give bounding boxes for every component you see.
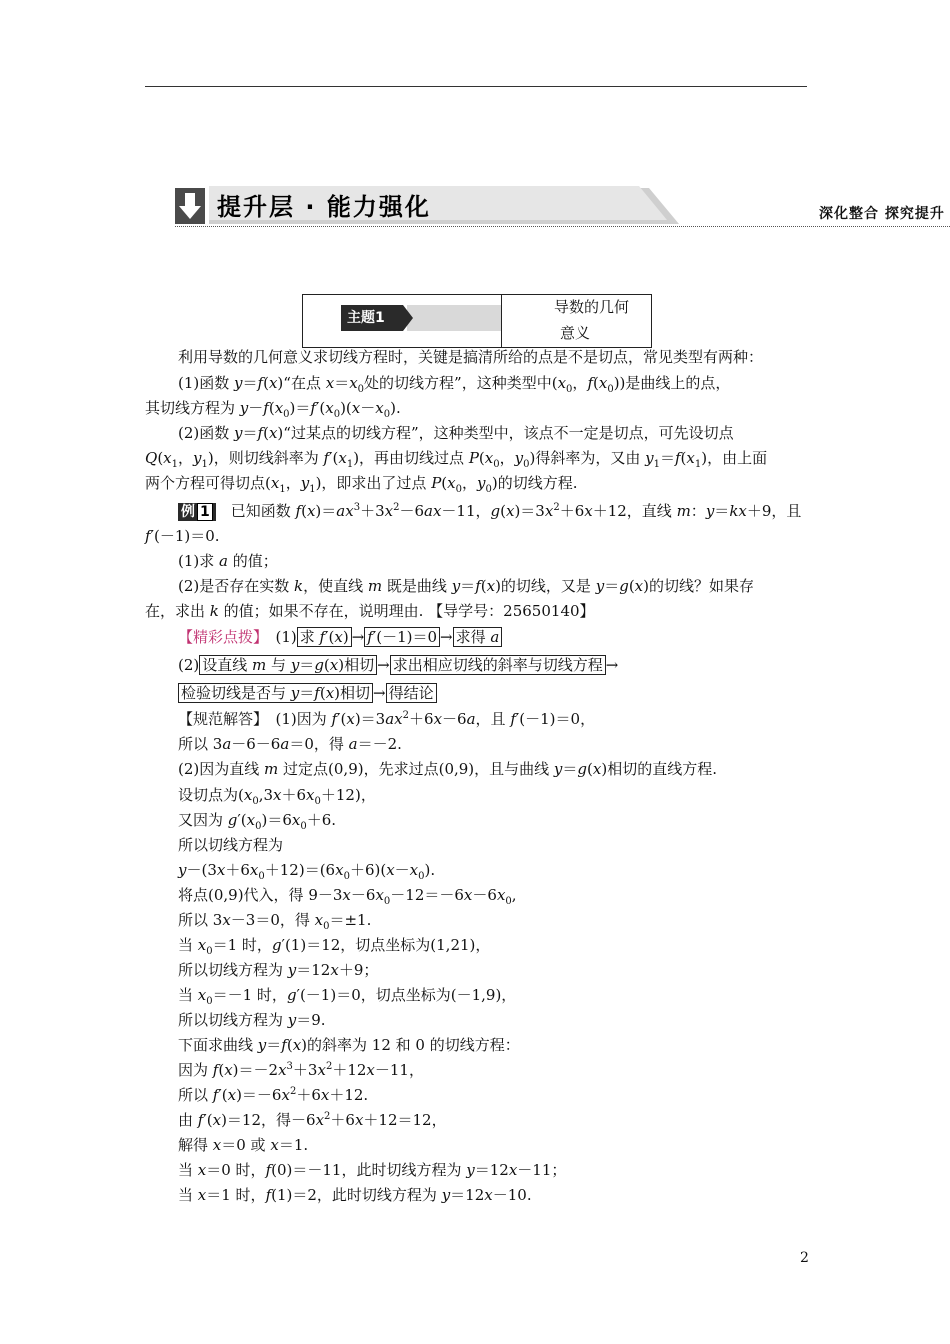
text-line: 当 $x_0=-1$ 时，g′(－1)＝0，切点坐标为(－1,9)，: [178, 986, 517, 1007]
text-line: 下面求曲线 y＝f(x)的斜率为 12 和 0 的切线方程：: [178, 1036, 520, 1054]
text-line: 【规范解答】 (1)因为 $f'(x)=3ax^2+6x-6a$，且 f′(－1)＝0，: [178, 710, 596, 728]
banner-subtitle: 深化整合 探究提升: [819, 206, 945, 222]
text-line: $y-(3x+6x_0+12)=(6x_0+6)(x-x_0)$.: [178, 861, 436, 882]
text-line: 将点(0,9)代入，得 $9-3x-6x_0-12=-6x-6x_0$,: [178, 886, 517, 907]
banner-title: 提升层 · 能力强化: [217, 193, 431, 221]
text-line: 由 f′(x)＝12，得$-6x^2+6x+12=12$，: [178, 1111, 447, 1129]
topic-gray-bar: [407, 305, 501, 331]
text-line: 在，求出 k 的值；如果不存在，说明理由. 【导学号：25650140】: [145, 602, 595, 620]
text-line: (2)是否存在实数 k，使直线 m 既是曲线 y＝f(x)的切线，又是 y＝g(x)的切线？如果存: [178, 577, 754, 595]
section-banner: [175, 186, 950, 230]
text-line: (2)函数 y＝f(x)“过某点的切线方程”，这种类型中，该点不一定是切点，可先设切点: [178, 424, 734, 442]
text-line: (1)求 a 的值；: [178, 552, 278, 570]
text-line: (2)因为直线 m 过定点(0,9)，先求过点(0,9)，且与曲线 y＝g(x)相切的直线方程.: [178, 760, 717, 778]
banner-dotted-line: [175, 226, 950, 227]
text-line: 当 $x_0=1$ 时，g′(1)＝12，切点坐标为(1,21)，: [178, 936, 491, 957]
topic-title-line1: 导数的几何: [554, 298, 630, 316]
text-line: 例 1 已知函数 $f(x)=ax^3+3x^2-6ax-11$，$g(x)=3x^2+6x+12$，直线 m：y＝kx＋9，且: [178, 502, 801, 521]
topic-label: 主题1: [341, 305, 403, 331]
text-line: 利用导数的几何意义求切线方程时，关键是搞清所给的点是不是切点，常见类型有两种：: [178, 348, 764, 366]
text-line: 解得 x＝0 或 x＝1.: [178, 1136, 309, 1154]
text-line: 所以切线方程为: [178, 836, 284, 854]
text-line: 当 x＝0 时，f(0)＝－11，此时切线方程为 y＝12x－11；: [178, 1161, 567, 1179]
topic-label-cell: [303, 295, 502, 347]
text-line: (1)函数 y＝f(x)“在点 $x=x_0$处的切线方程”，这种类型中($x_0$，$f(x_0)$)是曲线上的点，: [178, 374, 731, 395]
text-line: 因为 $f(x)=-2x^3+3x^2+12x-11$，: [178, 1061, 424, 1079]
text-line: 所以切线方程为 y＝9.: [178, 1011, 326, 1029]
text-line: 其切线方程为 $y-f(x_0)=f'(x_0)(x-x_0)$.: [145, 399, 401, 420]
topic-title-line2: 意义: [560, 324, 591, 342]
text-line: 所以切线方程为 y＝12x＋9；: [178, 961, 379, 979]
text-line: 又因为 $g'(x_0)=6x_0+6$.: [178, 811, 337, 832]
text-line: 所以 3x－3＝0，得 $x_0=\pm 1$.: [178, 911, 372, 932]
example-badge: 例 1: [178, 503, 216, 521]
text-line: $Q(x_1$，$y_1$)，则切线斜率为 $f'(x_1)$，再由切线过点 $P(x_0$，$y_0$)得斜率为，又由 $y_1=f(x_1)$，由上面: [145, 449, 768, 470]
page-number: 2: [800, 1250, 809, 1266]
text-line: 【精彩点拨】 (1) 求 f′(x) → f′(－1)＝0 → 求得 a: [178, 628, 502, 646]
text-line: 检验切线是否与 y＝f(x)相切 → 得结论: [178, 684, 437, 702]
down-arrow-icon: [175, 188, 205, 224]
top-rule: [145, 86, 807, 87]
text-line: 设切点为$(x_0,3x+6x_0+12)$，: [178, 786, 376, 807]
text-line: f′(－1)＝0.: [145, 527, 220, 545]
topic-title-cell: [502, 295, 651, 347]
topic-box: [302, 294, 652, 348]
text-line: 所以 $f'(x)=-6x^2+6x+12$.: [178, 1086, 369, 1104]
text-line: (2) 设直线 m 与 y＝g(x)相切 → 求出相应切线的斜率与切线方程 →: [178, 656, 619, 674]
text-line: 所以 3a－6－6a＝0，得 a＝－2.: [178, 735, 402, 753]
text-line: 当 x＝1 时，f(1)＝2，此时切线方程为 y＝12x－10.: [178, 1186, 532, 1204]
text-line: 两个方程可得切点($x_1$，$y_1$)，即求出了过点 $P(x_0$，$y_0$)的切线方程.: [145, 474, 578, 495]
